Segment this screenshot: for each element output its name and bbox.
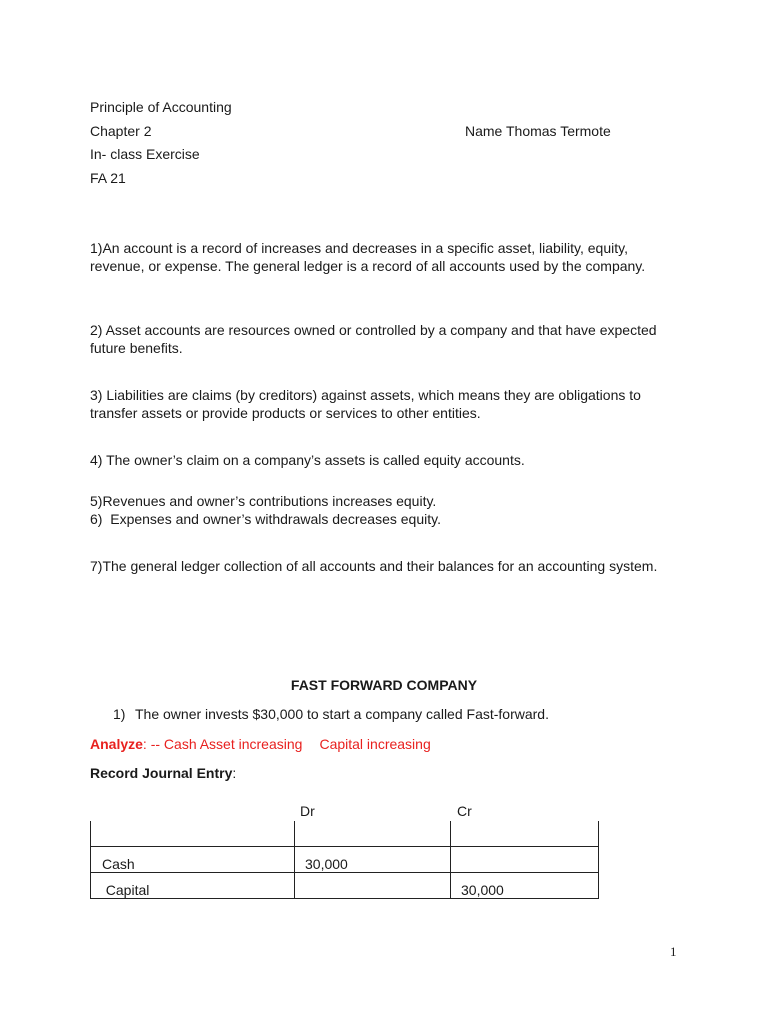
answer-4: 4) The owner’s claim on a company’s assets is called equity accounts. [90, 452, 525, 468]
journal-table [90, 821, 599, 899]
course-title: Principle of Accounting [90, 99, 232, 115]
answer-2: 2) Asset accounts are resources owned or controlled by a company and that have expected future benefits. [90, 322, 657, 356]
journal-col-dr: Dr [300, 803, 315, 819]
journal-cell [451, 821, 599, 847]
journal-header-row [91, 821, 599, 847]
transaction-text: The owner invests $30,000 to start a company called Fast-forward. [135, 706, 549, 722]
answer-6: 6) Expenses and owner’s withdrawals decreases equity. [90, 511, 441, 527]
analyze-item-capital: Capital increasing [319, 736, 431, 752]
analyze-line [90, 736, 431, 752]
answer-7: 7)The general ledger collection of all accounts and their balances for an accounting system. [90, 558, 658, 574]
journal-debit: 30,000 [295, 847, 451, 873]
journal-credit [451, 847, 599, 873]
analyze-item-cash: Cash Asset increasing [163, 736, 303, 752]
chapter-label: Chapter 2 [90, 123, 152, 139]
journal-col-cr: Cr [457, 803, 472, 819]
analyze-label: Analyze [90, 736, 143, 752]
page-number: 1 [670, 944, 677, 959]
journal-row [91, 847, 599, 873]
record-line [90, 765, 236, 781]
answer-3: 3) Liabilities are claims (by creditors) against assets, which means they are obligations to transfer assets or provide products or services to other entities. [90, 387, 641, 421]
exercise-label: In- class Exercise [90, 146, 200, 162]
journal-cell [295, 821, 451, 847]
term-label: FA 21 [90, 170, 126, 186]
analyze-separator: : -- [142, 736, 164, 752]
journal-row [91, 873, 599, 899]
record-label: Record Journal Entry [90, 765, 233, 781]
journal-account: Cash [91, 847, 295, 873]
journal-cell [91, 821, 295, 847]
journal-credit: 30,000 [451, 873, 599, 899]
answer-1: 1)An account is a record of increases and decreases in a specific asset, liability, equity, revenue, or expense. The general ledger is a record of all accounts used by the company. [90, 240, 646, 274]
transaction-number: 1) [113, 706, 126, 722]
journal-debit [295, 873, 451, 899]
record-colon: : [232, 765, 237, 781]
journal-account: Capital [91, 873, 295, 899]
student-name: Name Thomas Termote [465, 123, 611, 139]
answer-5: 5)Revenues and owner’s contributions increases equity. [90, 493, 437, 509]
company-title: FAST FORWARD COMPANY [290, 677, 478, 693]
